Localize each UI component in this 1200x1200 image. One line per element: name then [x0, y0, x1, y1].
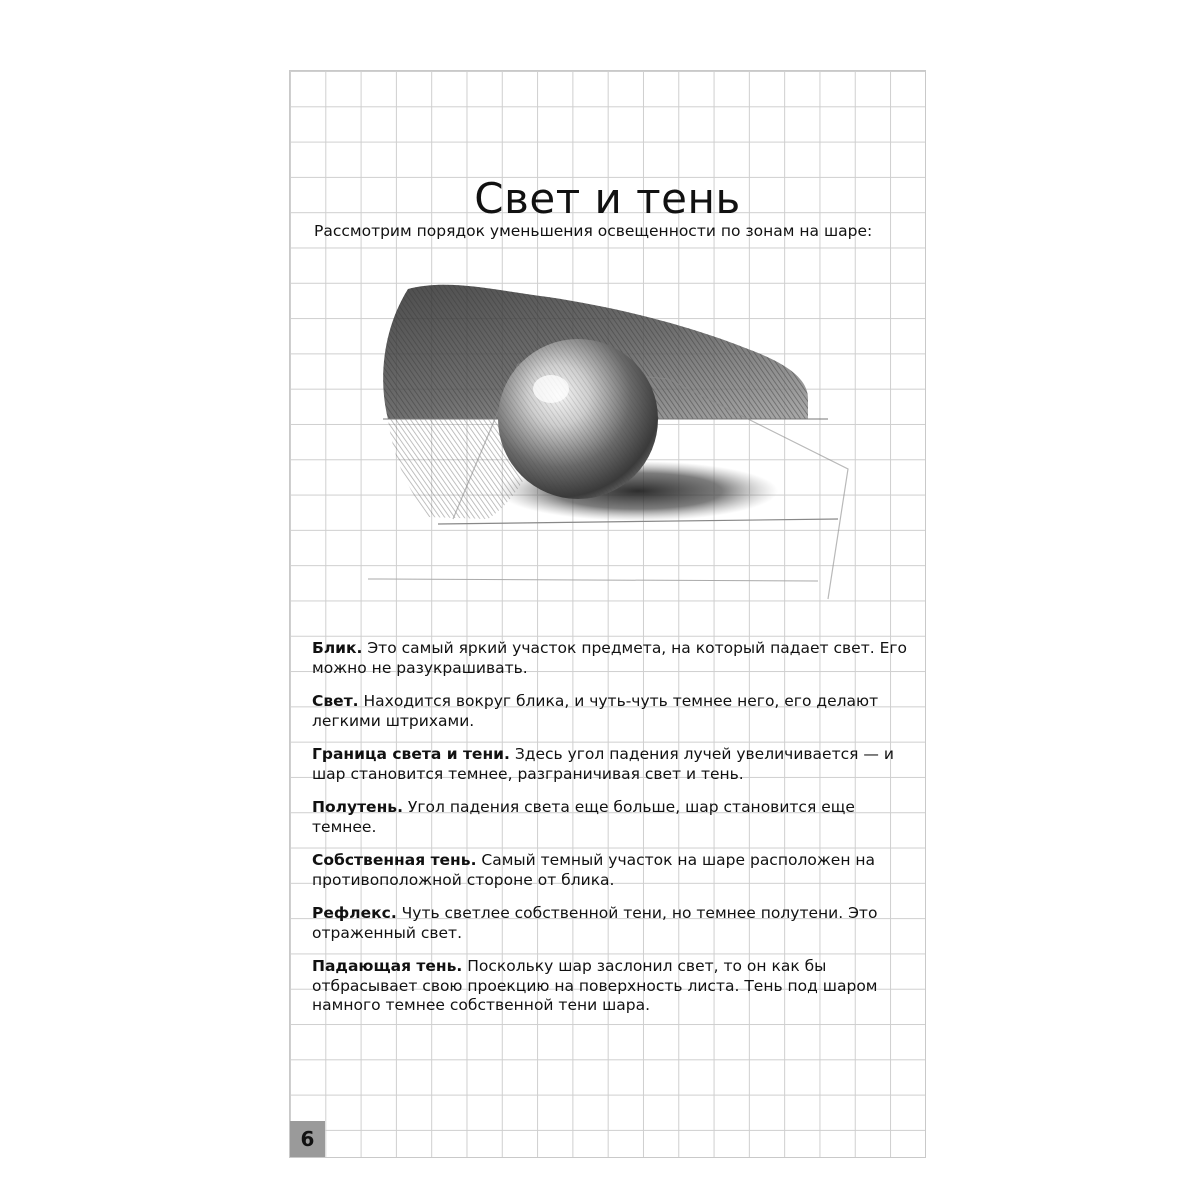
zone-term: Блик.	[312, 639, 363, 657]
zone-term: Рефлекс.	[312, 904, 397, 922]
page-title: Свет и тень	[474, 174, 741, 223]
zones-list	[312, 639, 912, 1030]
zone-terminator	[312, 745, 912, 784]
page-number: 6	[290, 1121, 325, 1157]
zone-reflection	[312, 904, 912, 943]
zone-text: Это самый яркий участок предмета, на который падает свет. Его можно не разукрашивать.	[312, 639, 907, 677]
zone-text: Поскольку шар заслонил свет, то он как бы отбрасывает свою проекцию на поверхность листа. Тень под шаром намного темнее собственной тени шара.	[312, 957, 878, 1014]
zone-text: Чуть светлее собственной тени, но темнее полутени. Это отраженный свет.	[312, 904, 878, 942]
zone-text: Самый темный участок на шаре расположен на противоположной стороне от блика.	[312, 851, 876, 889]
zone-halftone	[312, 798, 912, 837]
zone-text: Здесь угол падения лучей увеличивается — и шар становится темнее, разграничивая свет и тень.	[312, 745, 894, 783]
zone-cast-shadow	[312, 957, 912, 1016]
zone-light	[312, 692, 912, 731]
book-page	[289, 70, 926, 1158]
zone-term: Полутень.	[312, 798, 403, 816]
zone-highlight	[312, 639, 912, 678]
zone-term: Падающая тень.	[312, 957, 463, 975]
pencil-sketch-sphere-icon	[368, 269, 888, 629]
intro-text: Рассмотрим порядок уменьшения освещенности по зонам на шаре:	[314, 222, 873, 240]
zone-text: Находится вокруг блика, и чуть-чуть темнее него, его делают легкими штрихами.	[312, 692, 879, 730]
zone-core-shadow	[312, 851, 912, 890]
zone-term: Граница света и тени.	[312, 745, 510, 763]
zone-text: Угол падения света еще больше, шар становится еще темнее.	[312, 798, 855, 836]
zone-term: Собственная тень.	[312, 851, 477, 869]
zone-term: Свет.	[312, 692, 359, 710]
